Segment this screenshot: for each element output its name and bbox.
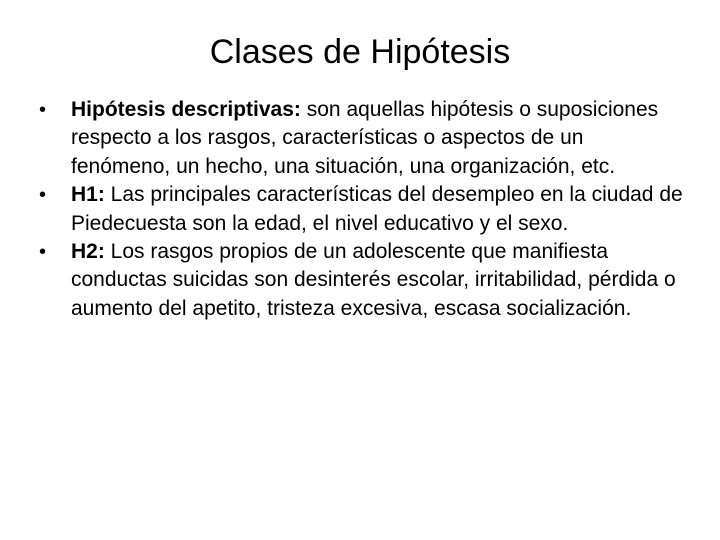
bullet-dot-icon: • [39,241,47,264]
bullet-item-h2 [36,238,686,323]
bullet-lead: H1: [71,183,105,207]
bullet-text: Las principales características del desempleo en la ciudad de Piedecuesta son la edad, el nivel educativo y el sexo. [71,183,683,235]
bullet-dot-icon: • [39,99,47,121]
bullet-text: Los rasgos propios de un adolescente que manifiesta conductas suicidas son desinterés escolar, irritabilidad, pérdida o aumento del apetito, tristeza excesiva, escasa socialización. [71,240,676,320]
bullet-text: son aquellas hipótesis o suposiciones respecto a los rasgos, características o aspectos de un fenómeno, un hecho, una situación, una organización, etc. [71,98,659,178]
bullet-lead: H2: [71,240,105,264]
bullet-dot-icon: • [39,184,47,207]
bullet-item-descriptivas [36,96,686,181]
bullet-lead: Hipótesis descriptivas: [71,98,301,121]
bullet-list [36,96,686,323]
bullet-item-h1 [36,181,686,238]
slide-title: Clases de Hipótesis [209,33,511,71]
